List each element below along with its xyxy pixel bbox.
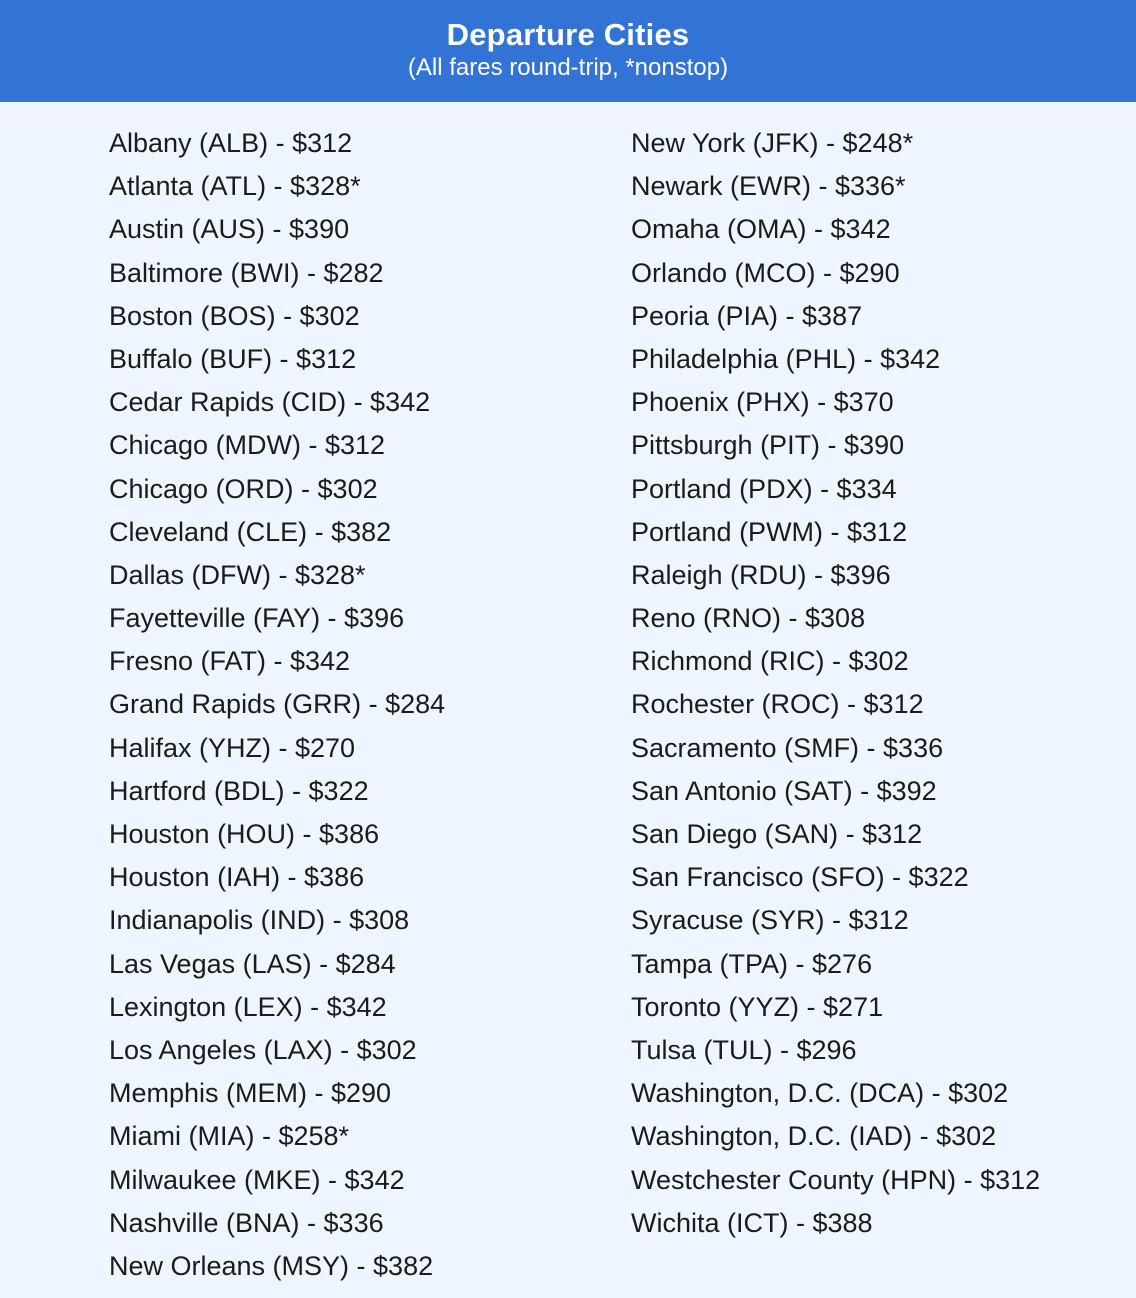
city-fare-item: San Diego (SAN) - $312 [631, 819, 923, 849]
city-fare-item: Grand Rapids (GRR) - $284 [109, 689, 446, 720]
city-fare-item: Memphis (MEM) - $290 [109, 1078, 392, 1109]
city-fare-item: Phoenix (PHX) - $370 [631, 387, 894, 418]
city-fare-item: Milwaukee (MKE) - $342 [109, 1164, 405, 1195]
city-fare-item: Washington, D.C. (DCA) - $302 [631, 1078, 1009, 1109]
city-fare-item: Westchester County (HPN) - $312 [631, 1164, 1041, 1195]
city-fare-item: Chicago (ORD) - $302 [109, 473, 378, 504]
right-city-column [631, 122, 1040, 1245]
city-fare-item: Raleigh (RDU) - $396 [631, 559, 891, 590]
city-fare-item: Portland (PWM) - $312 [631, 516, 908, 547]
city-fare-item: Orlando (MCO) - $290 [631, 257, 900, 288]
header-banner [0, 0, 1136, 102]
city-fare-item: New Orleans (MSY) - $382 [109, 1250, 434, 1281]
city-fare-item: Syracuse (SYR) - $312 [631, 905, 909, 936]
city-fare-item: Albany (ALB) - $312 [109, 128, 353, 158]
city-fare-item: New York (JFK) - $248* [631, 128, 914, 158]
city-fare-item: Buffalo (BUF) - $312 [109, 343, 357, 374]
city-fare-item: Reno (RNO) - $308 [631, 603, 866, 634]
city-fare-item: Houston (HOU) - $386 [109, 819, 380, 849]
city-fare-item: Boston (BOS) - $302 [109, 300, 360, 331]
city-fare-item: Atlanta (ATL) - $328* [109, 171, 361, 202]
city-fare-item: Portland (PDX) - $334 [631, 473, 897, 504]
city-fare-item: Cedar Rapids (CID) - $342 [109, 387, 431, 418]
city-fare-item: San Antonio (SAT) - $392 [631, 775, 937, 806]
page-title: Departure Cities [446, 17, 690, 52]
city-fare-item: Fayetteville (FAY) - $396 [109, 603, 405, 634]
city-fare-item: Cleveland (CLE) - $382 [109, 516, 392, 547]
city-fare-item: Fresno (FAT) - $342 [109, 646, 351, 677]
city-fare-item: Philadelphia (PHL) - $342 [631, 343, 941, 374]
city-fare-item: Las Vegas (LAS) - $284 [109, 948, 396, 979]
page-subtitle: (All fares round-trip, *nonstop) [407, 54, 729, 81]
city-fare-item: Tulsa (TUL) - $296 [631, 1034, 857, 1065]
city-fare-item: Newark (EWR) - $336* [631, 171, 906, 202]
city-fare-item: Nashville (BNA) - $336 [109, 1207, 384, 1238]
city-fare-item: Houston (IAH) - $386 [109, 862, 365, 893]
city-fare-item: Wichita (ICT) - $388 [631, 1207, 873, 1238]
city-fare-item: Baltimore (BWI) - $282 [109, 257, 384, 288]
departure-city-list [0, 102, 1136, 1298]
city-fare-item: Toronto (YYZ) - $271 [631, 991, 884, 1022]
city-fare-item: Peoria (PIA) - $387 [631, 300, 863, 331]
city-fare-item: Lexington (LEX) - $342 [109, 991, 387, 1022]
city-fare-item: Miami (MIA) - $258* [109, 1121, 350, 1152]
city-fare-item: Omaha (OMA) - $342 [631, 214, 891, 245]
city-fare-item: Dallas (DFW) - $328* [109, 559, 366, 590]
city-fare-item: Indianapolis (IND) - $308 [109, 905, 410, 936]
city-fare-item: Los Angeles (LAX) - $302 [109, 1034, 417, 1065]
city-fare-item: Chicago (MDW) - $312 [109, 430, 386, 461]
city-fare-item: Rochester (ROC) - $312 [631, 689, 924, 720]
city-fare-item: Washington, D.C. (IAD) - $302 [631, 1121, 997, 1152]
city-fare-item: Tampa (TPA) - $276 [631, 948, 873, 979]
city-fare-item: Richmond (RIC) - $302 [631, 646, 909, 677]
left-city-column [109, 122, 445, 1288]
city-fare-item: Sacramento (SMF) - $336 [631, 732, 944, 763]
city-fare-item: San Francisco (SFO) - $322 [631, 862, 969, 893]
city-fare-item: Halifax (YHZ) - $270 [109, 732, 356, 763]
city-fare-item: Hartford (BDL) - $322 [109, 775, 369, 806]
city-fare-item: Austin (AUS) - $390 [109, 214, 350, 245]
city-fare-item: Pittsburgh (PIT) - $390 [631, 430, 905, 461]
